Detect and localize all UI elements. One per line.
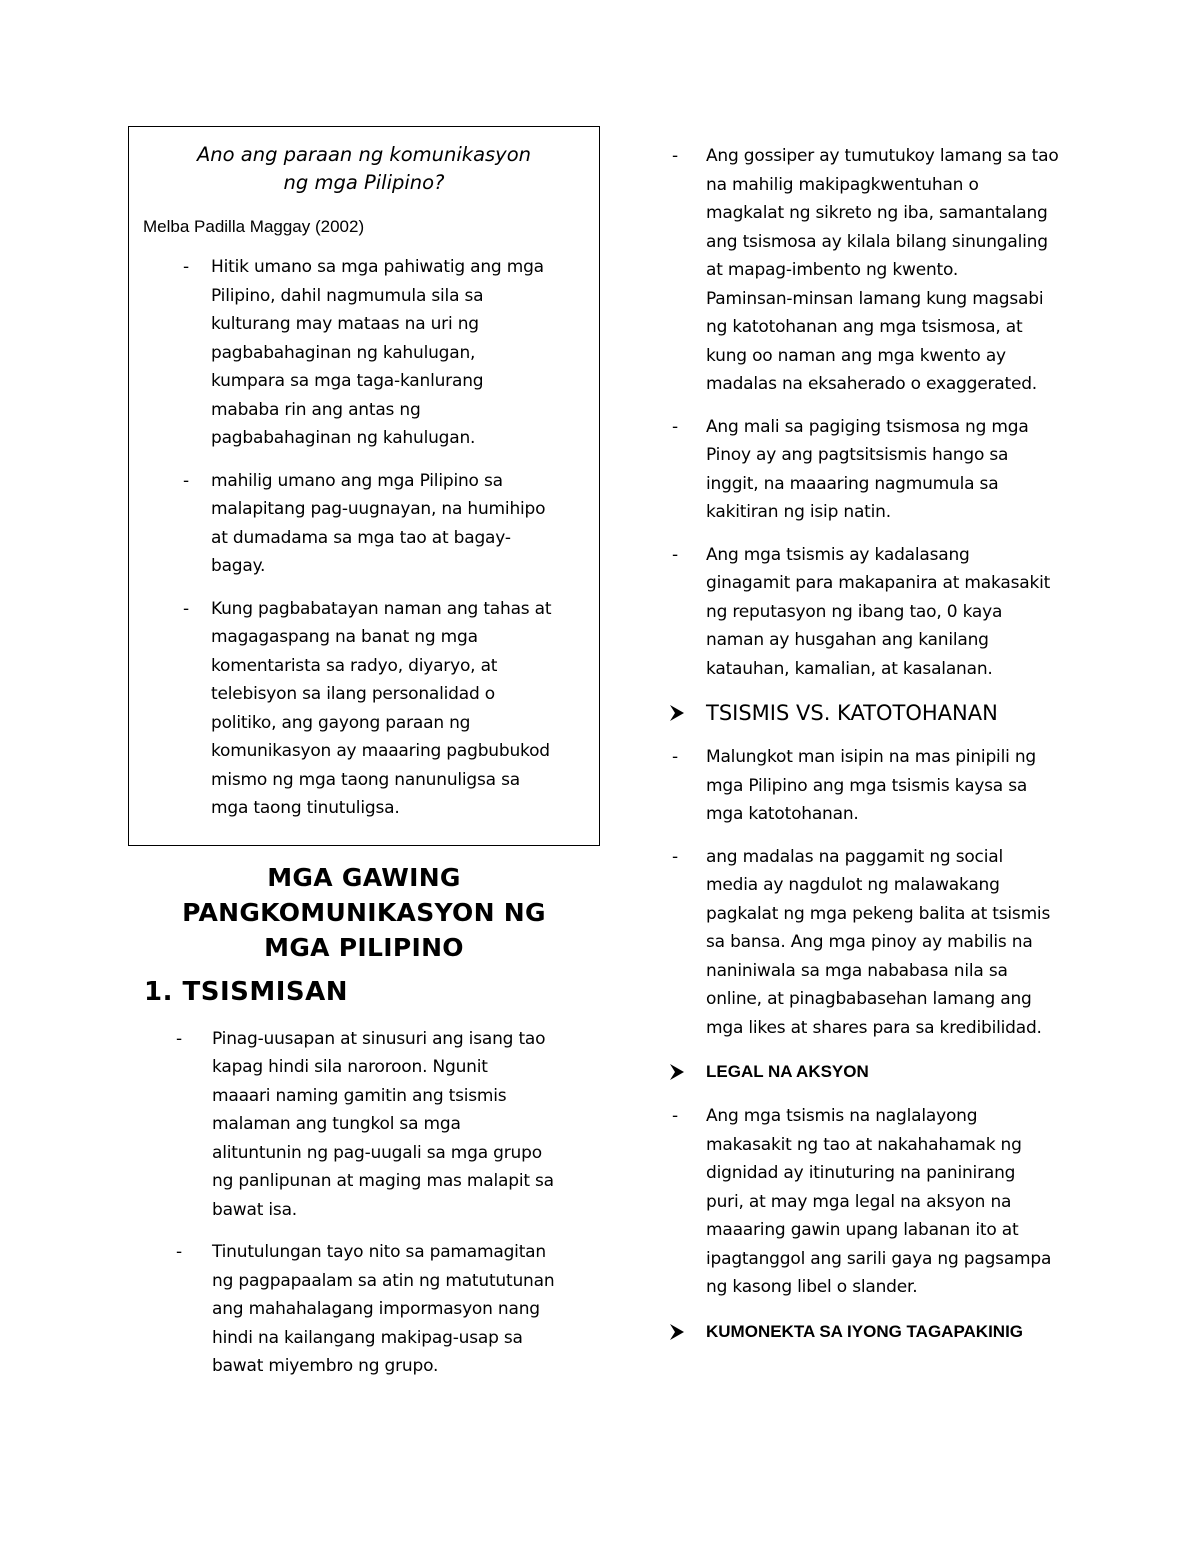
bullet-item: [670, 743, 1070, 829]
heading-text: KUMONEKTA SA IYONG TAGAPAKINIG: [706, 1321, 1024, 1341]
bullet-text-line: ng pagpapaalam sa atin ng matututunan: [212, 1270, 555, 1291]
bullet-text-line: Ang mali sa pagiging tsismosa ng mga: [706, 416, 1029, 437]
arrowhead-bullet-icon: [670, 1064, 684, 1080]
bullet-text-line: pagkalat ng mga pekeng balita at tsismis: [706, 903, 1051, 924]
dash-marker: -: [672, 747, 678, 767]
bullet-text-line: Pinoy ay ang pagtsitsismis hango sa: [706, 445, 1009, 465]
bullet-text-line: puri, at may mga legal na aksyon na: [706, 1191, 1012, 1212]
bullet-text-line: online, at pinagbabasehan lamang ang: [706, 989, 1032, 1009]
bullet-text-line: maaari naming gamitin ang tsismis: [212, 1085, 507, 1106]
bullet-text-line: Paminsan-minsan lamang kung magsabi: [706, 288, 1044, 309]
main-title-line: MGA PILIPINO: [264, 932, 464, 962]
bullet-item: [143, 467, 585, 581]
bullet-text-line: pagbabahaginan ng kahulugan.: [211, 428, 476, 448]
box-author: Melba Padilla Maggay (2002): [143, 217, 365, 236]
dash-marker: -: [672, 416, 678, 437]
bullet-text-line: malaman ang tungkol sa mga: [212, 1114, 461, 1134]
bullet-text-line: pagbabahaginan ng kahulugan,: [211, 342, 476, 363]
box-question-line-1: Ano ang paraan ng komunikasyon: [196, 143, 532, 166]
bullet-text-line: at dumadama sa mga tao at bagay-: [211, 527, 511, 548]
bullet-text-line: mga Pilipino ang mga tsismis kaysa sa: [706, 775, 1028, 796]
bullet-text-line: dignidad ay itinuturing na paninirang: [706, 1163, 1016, 1183]
bullet-text-line: Hitik umano sa mga pahiwatig ang mga: [211, 257, 544, 277]
bullet-text-line: kapag hindi sila naroroon. Ngunit: [212, 1057, 488, 1077]
bullet-text-line: Ang gossiper ay tumutukoy lamang sa tao: [706, 146, 1059, 166]
bullet-item: [128, 1238, 600, 1381]
bullet-text-line: Pilipino, dahil nagmumula sila sa: [211, 285, 484, 306]
bullet-text-line: Pinag-uusapan at sinusuri ang isang tao: [212, 1028, 546, 1049]
bullet-text-line: katauhan, kamalian, at kasalanan.: [706, 658, 993, 679]
katotohanan-bullet-list: [670, 743, 1070, 1042]
bullet-text-line: makasakit ng tao at nakahahamak ng: [706, 1134, 1022, 1155]
bullet-text-line: media ay nagdulot ng malawakang: [706, 875, 1000, 895]
dash-marker: -: [183, 598, 189, 619]
bullet-text-line: magagaspang na banat ng mga: [211, 627, 478, 647]
main-title-line: PANGKOMUNIKASYON NG: [182, 897, 546, 927]
bullet-text-line: maaaring gawin upang labanan ito at: [706, 1220, 1019, 1240]
bullet-text-line: inggit, na maaaring nagmumula sa: [706, 473, 999, 494]
bullet-text-line: mga katotohanan.: [706, 804, 859, 824]
bullet-text-line: telebisyon sa ilang personalidad o: [211, 684, 495, 704]
bullet-text-line: bawat miyembro ng grupo.: [212, 1356, 439, 1376]
bullet-item: [670, 142, 1070, 399]
bullet-text-line: naniniwala sa mga nababasa nila sa: [706, 960, 1008, 981]
bullet-text-line: hindi na kailangang makipag-usap sa: [212, 1327, 523, 1348]
dash-marker: -: [672, 1106, 678, 1126]
bullet-text-line: kung oo naman ang mga kwento ay: [706, 345, 1006, 366]
heading-text: TSISMIS VS. KATOTOHANAN: [706, 701, 998, 725]
bullet-item: [143, 253, 585, 453]
dash-marker: -: [672, 846, 678, 867]
left-column: [128, 126, 600, 1395]
bullet-text-line: mismo ng mga taong nanunuligsa sa: [211, 769, 520, 790]
bullet-text-line: mahilig umano ang mga Pilipino sa: [211, 470, 503, 491]
arrowhead-bullet-icon: [670, 705, 684, 721]
bullet-text-line: ng reputasyon ng ibang tao, 0 kaya: [706, 601, 1003, 622]
section-heading-tsismisan: 1. TSISMISAN: [144, 976, 349, 1007]
bullet-text-line: ang mahahalagang impormasyon nang: [212, 1299, 540, 1319]
bullet-item: [670, 1102, 1070, 1302]
dash-marker: -: [672, 146, 678, 166]
dash-marker: -: [176, 1242, 182, 1262]
dash-marker: -: [183, 470, 189, 491]
bullet-text-line: ng kasong libel o slander.: [706, 1277, 918, 1297]
bullet-item: [143, 595, 585, 823]
gossip-bullet-list: [670, 142, 1070, 683]
arrowhead-bullet-icon: [670, 1324, 684, 1340]
box-bullet-list: [143, 253, 585, 823]
tsismisan-bullet-list: [128, 1025, 600, 1381]
bullet-text-line: ipagtanggol ang sarili gaya ng pagsampa: [706, 1248, 1052, 1269]
bullet-text-line: naman ay husgahan ang kanilang: [706, 630, 989, 650]
bullet-text-line: ang madalas na paggamit ng social: [706, 846, 1003, 867]
bullet-text-line: bagay.: [211, 556, 266, 576]
bullet-text-line: mga likes at shares para sa kredibilidad.: [706, 1017, 1042, 1038]
bullet-text-line: magkalat ng sikreto ng iba, samantalang: [706, 203, 1048, 223]
main-title-line: MGA GAWING: [267, 862, 461, 892]
bullet-text-line: Ang mga tsismis ay kadalasang: [706, 544, 970, 565]
bullet-text-line: malapitang pag-uugnayan, na humihipo: [211, 499, 546, 519]
bullet-text-line: Tinutulungan tayo nito sa pamamagitan: [212, 1242, 546, 1262]
dash-marker: -: [183, 257, 189, 277]
heading-kumonekta: [670, 1316, 1070, 1348]
bullet-text-line: kulturang may mataas na uri ng: [211, 314, 479, 334]
bullet-text-line: Ang mga tsismis na naglalayong: [706, 1106, 978, 1126]
heading-legal-na-aksyon: [670, 1056, 1070, 1088]
bullet-text-line: ng katotohanan ang mga tsismosa, at: [706, 317, 1023, 337]
bullet-text-line: politiko, ang gayong paraan ng: [211, 712, 471, 733]
right-column: [670, 142, 1070, 1362]
bullet-text-line: ng panlipunan at maging mas malapit sa: [212, 1171, 554, 1191]
legal-bullet-list: [670, 1102, 1070, 1302]
bullet-text-line: Kung pagbabatayan naman ang tahas at: [211, 598, 552, 619]
main-title: [128, 860, 600, 965]
bullet-item: [670, 413, 1070, 527]
bullet-text-line: madalas na eksaherado o exaggerated.: [706, 374, 1038, 394]
bullet-text-line: ginagamit para makapanira at makasakit: [706, 573, 1051, 593]
bullet-text-line: at mapag-imbento ng kwento.: [706, 260, 959, 280]
bullet-text-line: komunikasyon ay maaaring pagbubukod: [211, 741, 550, 761]
bullet-text-line: kakitiran ng isip natin.: [706, 502, 891, 522]
bullet-text-line: kumpara sa mga taga-kanlurang: [211, 371, 484, 391]
intro-box: [128, 126, 600, 846]
bullet-text-line: na mahilig makipagkwentuhan o: [706, 174, 979, 195]
box-question-line-2: ng mga Pilipino?: [283, 171, 445, 194]
bullet-item: [128, 1025, 600, 1225]
bullet-text-line: mga taong tinutuligsa.: [211, 798, 400, 818]
dash-marker: -: [672, 544, 678, 565]
bullet-text-line: sa bansa. Ang mga pinoy ay mabilis na: [706, 932, 1033, 952]
bullet-text-line: mababa rin ang antas ng: [211, 399, 421, 420]
heading-tsismis-vs-katotohanan: [670, 697, 1070, 729]
heading-text: LEGAL NA AKSYON: [706, 1062, 869, 1081]
bullet-item: [670, 541, 1070, 684]
bullet-text-line: Malungkot man isipin na mas pinipili ng: [706, 747, 1036, 767]
bullet-text-line: ang tsismosa ay kilala bilang sinungaling: [706, 231, 1048, 252]
bullet-text-line: bawat isa.: [212, 1199, 298, 1220]
bullet-text-line: komentarista sa radyo, diyaryo, at: [211, 655, 498, 676]
dash-marker: -: [176, 1028, 182, 1049]
bullet-text-line: alituntunin ng pag-uugali sa mga grupo: [212, 1142, 542, 1163]
bullet-item: [670, 843, 1070, 1043]
